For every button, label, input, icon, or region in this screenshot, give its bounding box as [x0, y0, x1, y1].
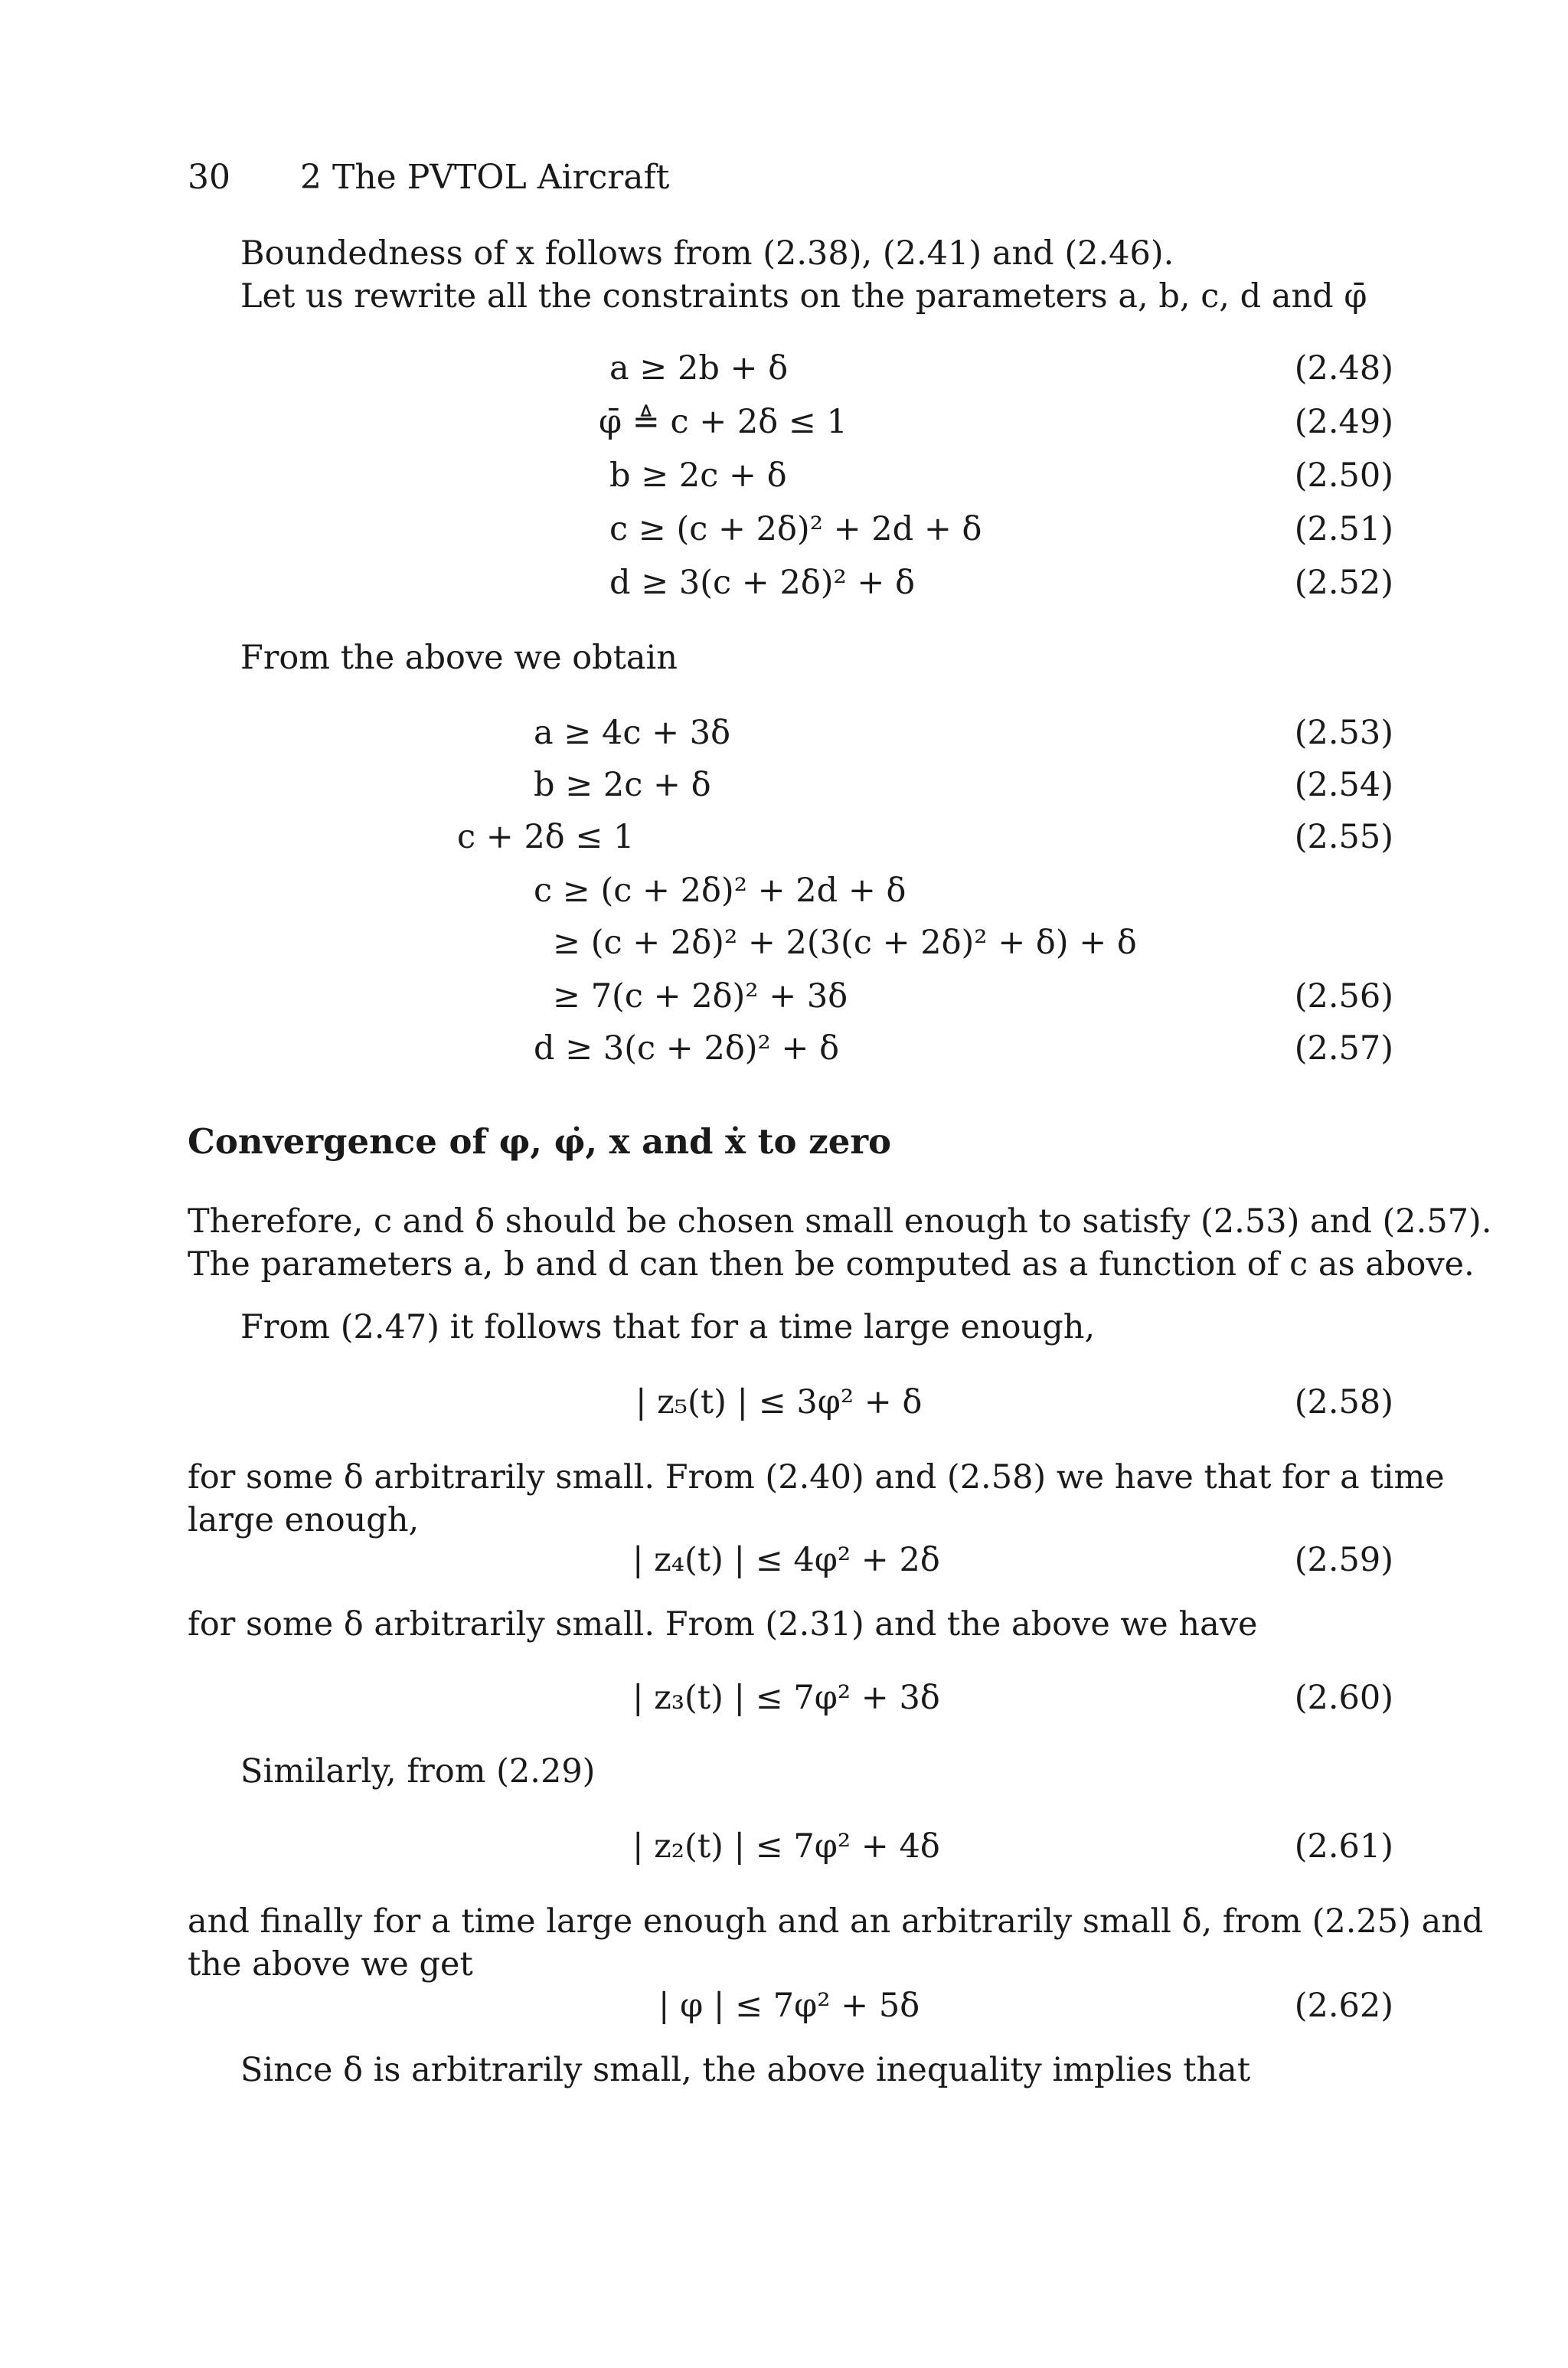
equation-number: (2.59) — [1294, 1541, 1393, 1579]
text-line: large enough, — [188, 1501, 420, 1539]
text-line: the above we get — [188, 1945, 473, 1984]
text-line: Let us rewrite all the constraints on the parameters a, b, c, d and φ̄ — [240, 277, 1367, 316]
equation-number: (2.56) — [1294, 977, 1393, 1016]
equation-number: (2.50) — [1294, 456, 1393, 495]
equation: ≥ (c + 2δ)² + 2(3(c + 2δ)² + δ) + δ — [553, 924, 1137, 962]
equation-number: (2.49) — [1294, 403, 1393, 441]
equation-number: (2.62) — [1294, 1987, 1393, 2025]
page-number: 30 — [188, 158, 230, 197]
equation: a ≥ 4c + 3δ — [534, 714, 731, 752]
equation: ≥ 7(c + 2δ)² + 3δ — [553, 977, 848, 1016]
section-heading: Convergence of φ, φ̇, x and ẋ to zero — [188, 1121, 892, 1162]
equation: | z₃(t) | ≤ 7φ² + 3δ — [632, 1679, 940, 1717]
text-line: Therefore, c and δ should be chosen small enough to satisfy (2.53) and (2.57). — [188, 1202, 1492, 1241]
text-line: The parameters a, b and d can then be computed as a function of c as above. — [188, 1245, 1475, 1284]
equation: b ≥ 2c + δ — [534, 766, 711, 804]
text-line: From the above we obtain — [240, 639, 678, 677]
equation: a ≥ 2b + δ — [609, 349, 789, 388]
equation: b ≥ 2c + δ — [609, 456, 787, 495]
equation-number: (2.52) — [1294, 564, 1393, 602]
equation: | z₄(t) | ≤ 4φ² + 2δ — [632, 1541, 940, 1579]
text-line: for some δ arbitrarily small. From (2.40) and (2.58) we have that for a time — [188, 1458, 1445, 1496]
equation-number: (2.61) — [1294, 1827, 1393, 1866]
equation-number: (2.57) — [1294, 1029, 1393, 1068]
text-line: Boundedness of x follows from (2.38), (2.41) and (2.46). — [240, 234, 1174, 273]
equation-number: (2.54) — [1294, 766, 1393, 804]
equation-number: (2.55) — [1294, 818, 1393, 856]
equation: d ≥ 3(c + 2δ)² + δ — [609, 564, 915, 602]
equation-number: (2.51) — [1294, 510, 1393, 548]
equation: | φ | ≤ 7φ² + 5δ — [658, 1987, 920, 2025]
equation: φ̄ ≜ c + 2δ ≤ 1 — [599, 403, 848, 441]
text-line: and finally for a time large enough and an arbitrarily small δ, from (2.25) and — [188, 1902, 1484, 1941]
equation: | z₂(t) | ≤ 7φ² + 4δ — [632, 1827, 940, 1866]
text-line: From (2.47) it follows that for a time large enough, — [240, 1308, 1096, 1346]
text-line: for some δ arbitrarily small. From (2.31) and the above we have — [188, 1605, 1258, 1644]
text-line: Since δ is arbitrarily small, the above inequality implies that — [240, 2051, 1251, 2089]
equation-number: (2.48) — [1294, 349, 1393, 388]
equation-number: (2.53) — [1294, 714, 1393, 752]
equation-number: (2.60) — [1294, 1679, 1393, 1717]
equation: d ≥ 3(c + 2δ)² + δ — [534, 1029, 839, 1068]
chapter-title: 2 The PVTOL Aircraft — [300, 158, 670, 197]
equation: c ≥ (c + 2δ)² + 2d + δ — [534, 872, 906, 910]
equation-number: (2.58) — [1294, 1383, 1393, 1421]
equation: c ≥ (c + 2δ)² + 2d + δ — [609, 510, 982, 548]
equation: | z₅(t) | ≤ 3φ² + δ — [635, 1383, 923, 1421]
text-line: Similarly, from (2.29) — [240, 1752, 596, 1791]
equation: c + 2δ ≤ 1 — [457, 818, 635, 856]
